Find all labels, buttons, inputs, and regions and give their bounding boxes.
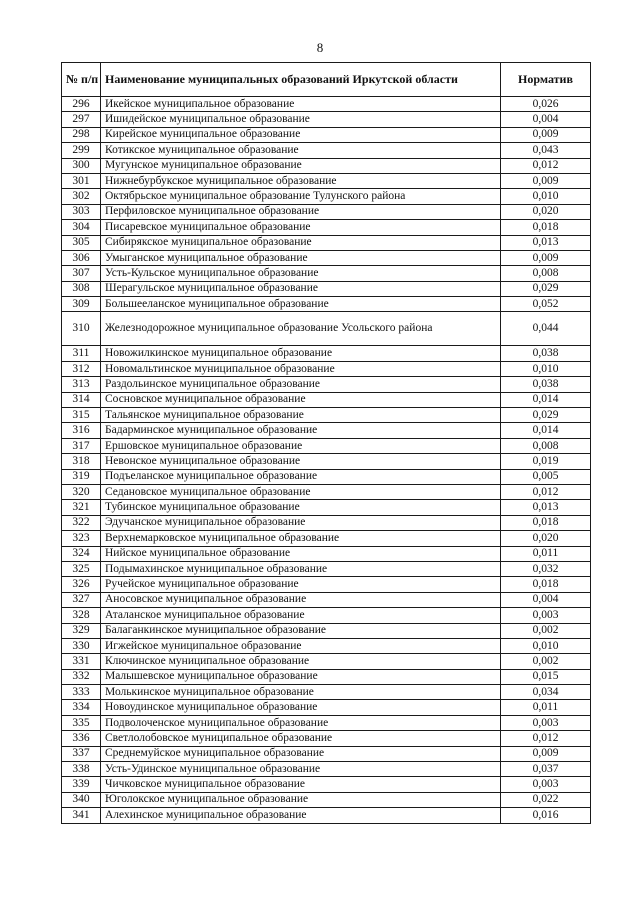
row-num: 324 bbox=[62, 546, 101, 561]
row-norm: 0,032 bbox=[501, 561, 591, 576]
row-norm: 0,009 bbox=[501, 127, 591, 142]
row-name: Среднемуйское муниципальное образование bbox=[101, 746, 501, 761]
table-row bbox=[62, 250, 591, 265]
row-norm: 0,020 bbox=[501, 204, 591, 219]
row-name: Аносовское муниципальное образование bbox=[101, 592, 501, 607]
row-name: Чичковское муниципальное образование bbox=[101, 777, 501, 792]
row-num: 319 bbox=[62, 469, 101, 484]
row-num: 334 bbox=[62, 700, 101, 715]
row-norm: 0,009 bbox=[501, 173, 591, 188]
table-row bbox=[62, 469, 591, 484]
table-row bbox=[62, 204, 591, 219]
row-norm: 0,043 bbox=[501, 143, 591, 158]
table-row bbox=[62, 438, 591, 453]
table-row bbox=[62, 97, 591, 112]
row-norm: 0,029 bbox=[501, 408, 591, 423]
page-number: 8 bbox=[316, 40, 324, 55]
table-row bbox=[62, 220, 591, 235]
row-name: Раздольинское муниципальное образование bbox=[101, 377, 501, 392]
row-num: 328 bbox=[62, 608, 101, 623]
table-row bbox=[62, 531, 591, 546]
row-norm: 0,004 bbox=[501, 112, 591, 127]
row-num: 323 bbox=[62, 531, 101, 546]
row-name: Юголокское муниципальное образование bbox=[101, 792, 501, 807]
row-num: 305 bbox=[62, 235, 101, 250]
row-norm: 0,018 bbox=[501, 220, 591, 235]
row-norm: 0,052 bbox=[501, 297, 591, 312]
row-num: 309 bbox=[62, 297, 101, 312]
norm-table bbox=[61, 62, 591, 824]
table-row bbox=[62, 158, 591, 173]
row-num: 313 bbox=[62, 377, 101, 392]
row-name: Котикское муниципальное образование bbox=[101, 143, 501, 158]
row-name: Подымахинское муниципальное образование bbox=[101, 561, 501, 576]
row-norm: 0,020 bbox=[501, 531, 591, 546]
row-name: Тальянское муниципальное образование bbox=[101, 408, 501, 423]
row-norm: 0,016 bbox=[501, 808, 591, 823]
row-norm: 0,015 bbox=[501, 669, 591, 684]
row-name: Усть-Кульское муниципальное образование bbox=[101, 266, 501, 281]
row-name: Ключинское муниципальное образование bbox=[101, 654, 501, 669]
table-row bbox=[62, 623, 591, 638]
table-row bbox=[62, 297, 591, 312]
table-row bbox=[62, 143, 591, 158]
row-num: 340 bbox=[62, 792, 101, 807]
row-norm: 0,014 bbox=[501, 423, 591, 438]
row-num: 302 bbox=[62, 189, 101, 204]
row-num: 307 bbox=[62, 266, 101, 281]
row-num: 299 bbox=[62, 143, 101, 158]
table-row bbox=[62, 312, 591, 346]
row-norm: 0,029 bbox=[501, 281, 591, 296]
table-row bbox=[62, 762, 591, 777]
row-norm: 0,034 bbox=[501, 685, 591, 700]
row-norm: 0,038 bbox=[501, 377, 591, 392]
row-norm: 0,013 bbox=[501, 235, 591, 250]
row-norm: 0,005 bbox=[501, 469, 591, 484]
row-name: Светлолобовское муниципальное образование bbox=[101, 731, 501, 746]
row-norm: 0,010 bbox=[501, 638, 591, 653]
row-name: Нижнебурбукское муниципальное образование bbox=[101, 173, 501, 188]
table-row bbox=[62, 173, 591, 188]
table-row bbox=[62, 654, 591, 669]
row-num: 326 bbox=[62, 577, 101, 592]
row-name: Перфиловское муниципальное образование bbox=[101, 204, 501, 219]
table-row bbox=[62, 484, 591, 499]
table-row bbox=[62, 746, 591, 761]
table-row bbox=[62, 112, 591, 127]
row-name: Сибирякское муниципальное образование bbox=[101, 235, 501, 250]
table-row bbox=[62, 266, 591, 281]
row-num: 298 bbox=[62, 127, 101, 142]
table-row bbox=[62, 361, 591, 376]
table-row bbox=[62, 423, 591, 438]
row-num: 296 bbox=[62, 97, 101, 112]
row-name: Верхнемарковское муниципальное образование bbox=[101, 531, 501, 546]
row-num: 341 bbox=[62, 808, 101, 823]
row-name: Подъеланское муниципальное образование bbox=[101, 469, 501, 484]
row-name: Большееланское муниципальное образование bbox=[101, 297, 501, 312]
row-norm: 0,012 bbox=[501, 731, 591, 746]
row-name: Новомальтинское муниципальное образование bbox=[101, 361, 501, 376]
row-name: Шерагульское муниципальное образование bbox=[101, 281, 501, 296]
table-row bbox=[62, 377, 591, 392]
row-num: 322 bbox=[62, 515, 101, 530]
row-norm: 0,018 bbox=[501, 515, 591, 530]
row-name: Сосновское муниципальное образование bbox=[101, 392, 501, 407]
row-num: 314 bbox=[62, 392, 101, 407]
row-num: 321 bbox=[62, 500, 101, 515]
row-norm: 0,002 bbox=[501, 623, 591, 638]
row-num: 331 bbox=[62, 654, 101, 669]
row-num: 320 bbox=[62, 484, 101, 499]
row-name: Седановское муниципальное образование bbox=[101, 484, 501, 499]
row-norm: 0,038 bbox=[501, 346, 591, 361]
row-norm: 0,026 bbox=[501, 97, 591, 112]
row-norm: 0,009 bbox=[501, 250, 591, 265]
row-norm: 0,009 bbox=[501, 746, 591, 761]
table-row bbox=[62, 577, 591, 592]
row-num: 333 bbox=[62, 685, 101, 700]
table-body bbox=[62, 97, 591, 824]
table-row bbox=[62, 700, 591, 715]
table-row bbox=[62, 777, 591, 792]
table-row bbox=[62, 546, 591, 561]
row-num: 311 bbox=[62, 346, 101, 361]
row-name: Игжейское муниципальное образование bbox=[101, 638, 501, 653]
row-name: Подволоченское муниципальное образование bbox=[101, 715, 501, 730]
row-name: Бадарминское муниципальное образование bbox=[101, 423, 501, 438]
table-row bbox=[62, 685, 591, 700]
row-num: 332 bbox=[62, 669, 101, 684]
row-norm: 0,011 bbox=[501, 700, 591, 715]
row-num: 327 bbox=[62, 592, 101, 607]
row-norm: 0,019 bbox=[501, 454, 591, 469]
table-row bbox=[62, 189, 591, 204]
row-norm: 0,013 bbox=[501, 500, 591, 515]
row-num: 308 bbox=[62, 281, 101, 296]
row-name: Новоудинское муниципальное образование bbox=[101, 700, 501, 715]
row-norm: 0,018 bbox=[501, 577, 591, 592]
row-num: 325 bbox=[62, 561, 101, 576]
row-name: Кирейское муниципальное образование bbox=[101, 127, 501, 142]
table-header-row bbox=[62, 63, 591, 97]
row-norm: 0,003 bbox=[501, 777, 591, 792]
row-name: Железнодорожное муниципальное образование Усольского района bbox=[101, 312, 501, 346]
row-num: 304 bbox=[62, 220, 101, 235]
row-norm: 0,002 bbox=[501, 654, 591, 669]
row-norm: 0,012 bbox=[501, 484, 591, 499]
table-row bbox=[62, 454, 591, 469]
row-norm: 0,010 bbox=[501, 189, 591, 204]
row-name: Балаганкинское муниципальное образование bbox=[101, 623, 501, 638]
row-norm: 0,037 bbox=[501, 762, 591, 777]
row-num: 310 bbox=[62, 312, 101, 346]
table-row bbox=[62, 715, 591, 730]
row-num: 339 bbox=[62, 777, 101, 792]
header-norm: Норматив bbox=[501, 63, 591, 97]
row-name: Умыганское муниципальное образование bbox=[101, 250, 501, 265]
row-name: Новожилкинское муниципальное образование bbox=[101, 346, 501, 361]
row-num: 317 bbox=[62, 438, 101, 453]
row-norm: 0,008 bbox=[501, 438, 591, 453]
row-name: Ершовское муниципальное образование bbox=[101, 438, 501, 453]
row-norm: 0,014 bbox=[501, 392, 591, 407]
table-row bbox=[62, 127, 591, 142]
row-num: 330 bbox=[62, 638, 101, 653]
row-norm: 0,011 bbox=[501, 546, 591, 561]
header-num: № п/п bbox=[62, 63, 101, 97]
row-name: Нийское муниципальное образование bbox=[101, 546, 501, 561]
row-num: 337 bbox=[62, 746, 101, 761]
row-norm: 0,012 bbox=[501, 158, 591, 173]
row-name: Тубинское муниципальное образование bbox=[101, 500, 501, 515]
table-row bbox=[62, 235, 591, 250]
table-row bbox=[62, 592, 591, 607]
row-name: Писаревское муниципальное образование bbox=[101, 220, 501, 235]
table-row bbox=[62, 392, 591, 407]
row-name: Мугунское муниципальное образование bbox=[101, 158, 501, 173]
row-name: Малышевское муниципальное образование bbox=[101, 669, 501, 684]
row-num: 338 bbox=[62, 762, 101, 777]
row-num: 318 bbox=[62, 454, 101, 469]
table-row bbox=[62, 731, 591, 746]
row-norm: 0,003 bbox=[501, 608, 591, 623]
table-row bbox=[62, 408, 591, 423]
row-name: Аталанское муниципальное образование bbox=[101, 608, 501, 623]
row-name: Невонское муниципальное образование bbox=[101, 454, 501, 469]
row-num: 336 bbox=[62, 731, 101, 746]
row-num: 306 bbox=[62, 250, 101, 265]
row-norm: 0,008 bbox=[501, 266, 591, 281]
row-name: Октябрьское муниципальное образование Тулунского района bbox=[101, 189, 501, 204]
row-num: 335 bbox=[62, 715, 101, 730]
row-num: 329 bbox=[62, 623, 101, 638]
row-name: Молькинское муниципальное образование bbox=[101, 685, 501, 700]
row-norm: 0,022 bbox=[501, 792, 591, 807]
header-name: Наименование муниципальных образований Иркутской области bbox=[101, 63, 501, 97]
row-name: Ручейское муниципальное образование bbox=[101, 577, 501, 592]
table-row bbox=[62, 808, 591, 823]
row-norm: 0,044 bbox=[501, 312, 591, 346]
row-num: 300 bbox=[62, 158, 101, 173]
table-row bbox=[62, 669, 591, 684]
row-norm: 0,003 bbox=[501, 715, 591, 730]
row-num: 301 bbox=[62, 173, 101, 188]
table-row bbox=[62, 608, 591, 623]
table-row bbox=[62, 561, 591, 576]
table-row bbox=[62, 346, 591, 361]
row-name: Алехинское муниципальное образование bbox=[101, 808, 501, 823]
row-num: 312 bbox=[62, 361, 101, 376]
table-row bbox=[62, 515, 591, 530]
row-name: Ишидейское муниципальное образование bbox=[101, 112, 501, 127]
table-row bbox=[62, 281, 591, 296]
table-row bbox=[62, 792, 591, 807]
row-num: 297 bbox=[62, 112, 101, 127]
table-row bbox=[62, 638, 591, 653]
row-name: Усть-Удинское муниципальное образование bbox=[101, 762, 501, 777]
row-num: 316 bbox=[62, 423, 101, 438]
row-num: 303 bbox=[62, 204, 101, 219]
row-name: Эдучанское муниципальное образование bbox=[101, 515, 501, 530]
row-name: Икейское муниципальное образование bbox=[101, 97, 501, 112]
row-norm: 0,004 bbox=[501, 592, 591, 607]
row-norm: 0,010 bbox=[501, 361, 591, 376]
row-num: 315 bbox=[62, 408, 101, 423]
table-row bbox=[62, 500, 591, 515]
